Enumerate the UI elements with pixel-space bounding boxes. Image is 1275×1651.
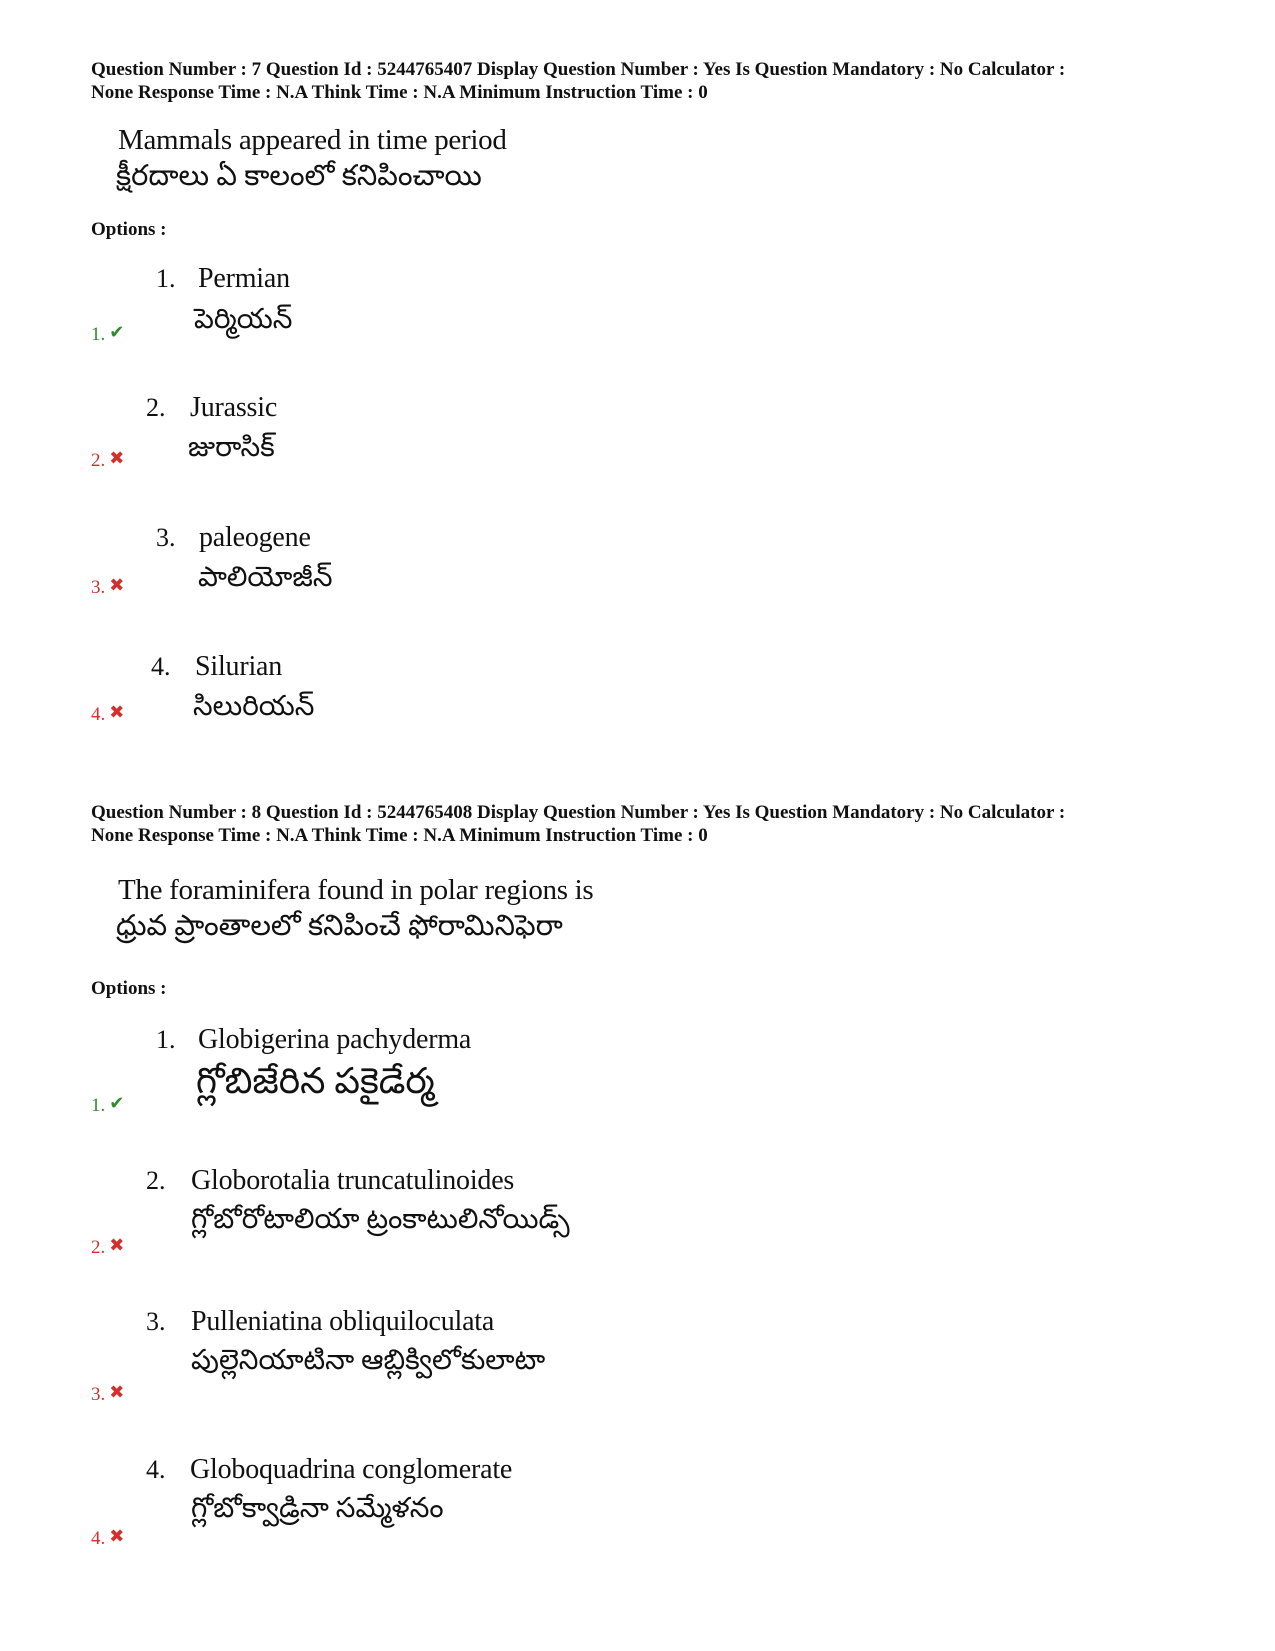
option-mark-number: 2. — [91, 450, 106, 471]
cross-icon: ✖ — [109, 575, 125, 595]
option-text-english: Globoquadrina conglomerate — [190, 1454, 513, 1485]
option-text-telugu: జురాసిక్ — [188, 432, 275, 463]
option-mark-number: 1. — [91, 324, 106, 345]
option-result-mark — [91, 1382, 124, 1406]
option-number: 2. — [146, 1166, 166, 1195]
question-meta-line-2: None Response Time : N.A Think Time : N.A Minimum Instruction Time : 0 — [91, 82, 708, 103]
options-label: Options : — [91, 219, 167, 240]
option-number: 3. — [156, 523, 176, 552]
option-mark-number: 1. — [91, 1095, 106, 1116]
option-text-telugu: సిలురియన్ — [193, 691, 315, 722]
option-number: 1. — [156, 264, 176, 293]
check-icon: ✔ — [109, 1093, 125, 1113]
option-text-english: Jurassic — [190, 392, 278, 423]
option-text-english: Permian — [198, 263, 290, 294]
question-text-english: Mammals appeared in time period — [118, 124, 507, 156]
option-text-telugu: పెర్మియన్ — [194, 304, 293, 335]
cross-icon: ✖ — [109, 702, 125, 722]
option-text-telugu: పాలియోజీన్ — [198, 562, 333, 593]
option-text-telugu: పుల్లెనియాటినా ఆబ్లిక్విలోకులాటా — [191, 1345, 546, 1376]
option-result-mark — [91, 702, 124, 726]
option-text-english: paleogene — [199, 522, 311, 553]
option-text-english: Pulleniatina obliquiloculata — [191, 1306, 495, 1337]
option-mark-number: 2. — [91, 1237, 106, 1258]
option-number: 2. — [146, 393, 166, 422]
option-mark-number: 4. — [91, 1528, 106, 1549]
cross-icon: ✖ — [109, 1235, 125, 1255]
question-meta-line-1: Question Number : 7 Question Id : 5244765407 Display Question Number : Yes Is Question Mandatory : No Calculator : — [91, 59, 1066, 80]
option-mark-number: 3. — [91, 577, 106, 598]
option-number: 3. — [146, 1307, 166, 1336]
option-text-english: Silurian — [195, 651, 283, 682]
question-text-english: The foraminifera found in polar regions is — [118, 874, 594, 906]
option-text-telugu: గ్లోబోరోటాలియా ట్రంకాటులినోయిడ్స్ — [191, 1204, 570, 1235]
option-mark-number: 4. — [91, 704, 106, 725]
option-result-mark — [91, 1526, 124, 1550]
question-meta-line-2: None Response Time : N.A Think Time : N.A Minimum Instruction Time : 0 — [91, 825, 708, 846]
option-number: 1. — [156, 1025, 176, 1054]
option-result-mark — [91, 322, 124, 346]
option-text-telugu: గ్లోబిజేరిన పకైడేర్మ — [196, 1061, 435, 1101]
question-meta-line-1: Question Number : 8 Question Id : 5244765408 Display Question Number : Yes Is Question Mandatory : No Calculator : — [91, 802, 1066, 823]
option-number: 4. — [146, 1455, 166, 1484]
question-text-telugu: ధ్రువ ప్రాంతాలలో కనిపించే ఫోరామినిఫెరా — [116, 910, 563, 942]
option-text-telugu: గ్లోబోక్వాడ్రినా సమ్మేళనం — [191, 1493, 444, 1524]
options-label: Options : — [91, 978, 167, 999]
option-mark-number: 3. — [91, 1384, 106, 1405]
option-text-english: Globigerina pachyderma — [198, 1024, 472, 1055]
option-result-mark — [91, 575, 124, 599]
cross-icon: ✖ — [109, 1526, 125, 1546]
check-icon: ✔ — [109, 322, 125, 342]
cross-icon: ✖ — [109, 1382, 125, 1402]
question-text-telugu: క్షీరదాలు ఏ కాలంలో కనిపించాయి — [116, 160, 482, 192]
option-result-mark — [91, 1093, 124, 1117]
option-result-mark — [91, 1235, 124, 1259]
option-text-english: Globorotalia truncatulinoides — [191, 1165, 515, 1196]
option-number: 4. — [151, 652, 171, 681]
cross-icon: ✖ — [109, 448, 125, 468]
option-result-mark — [91, 448, 124, 472]
